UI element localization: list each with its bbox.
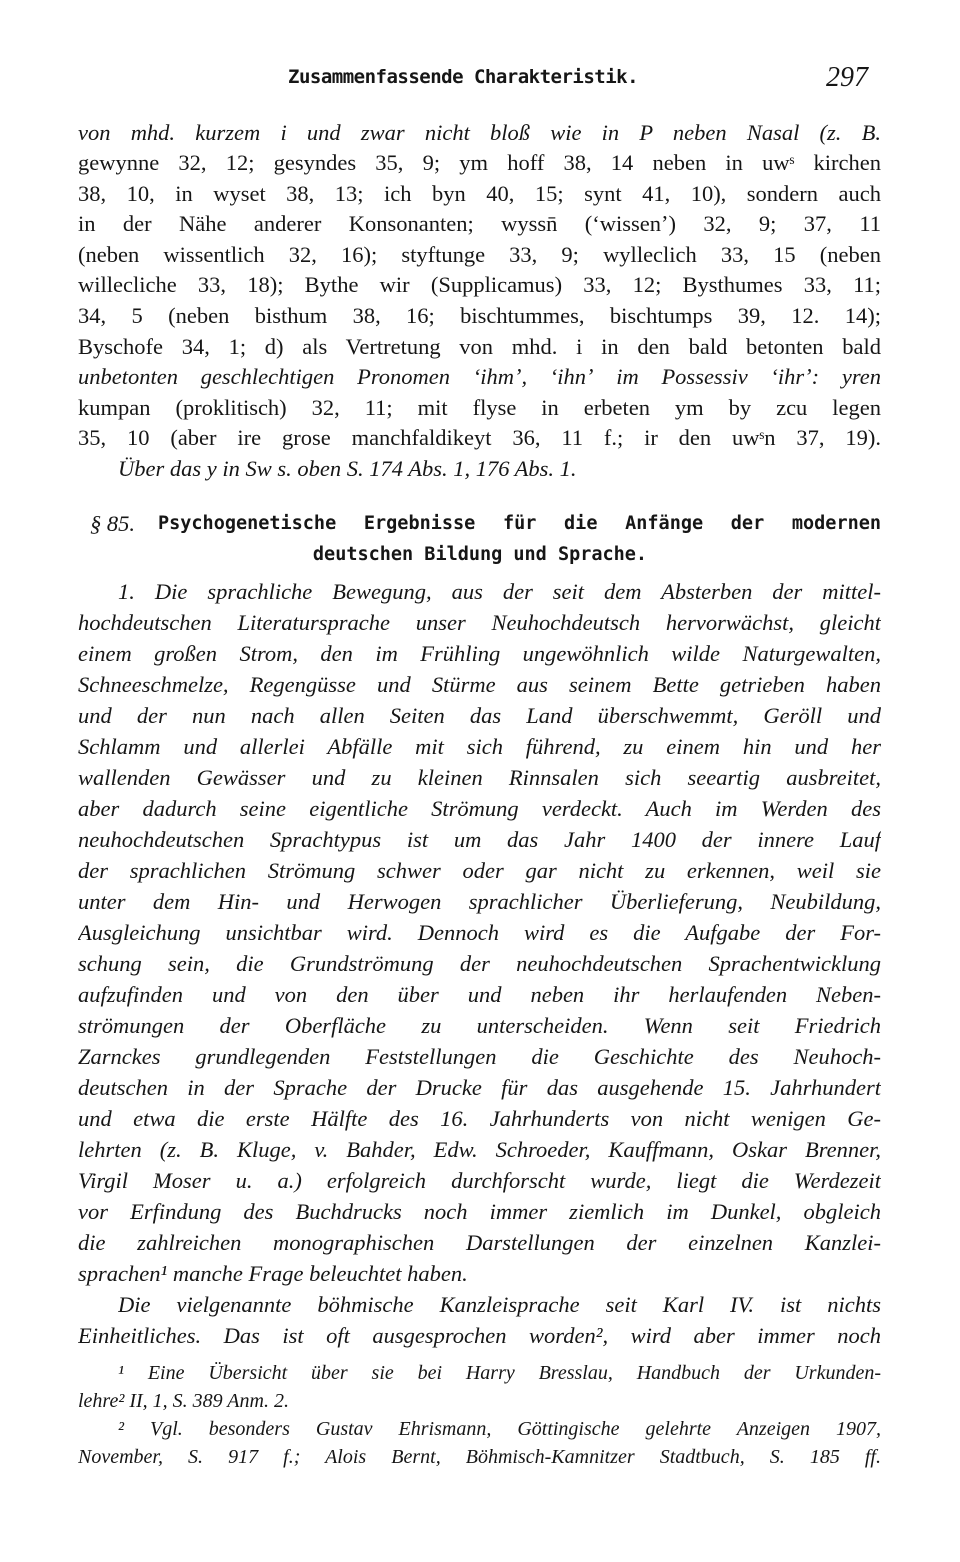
text-line: Schlamm und allerlei Abfälle mit sich führend, zu einem hin und her [78,734,881,759]
text-line: sprachen¹ manche Frage beleuchtet haben. [78,1261,468,1286]
text-line: und der nun nach allen Seiten das Land überschwemmt, Geröll und [78,703,881,728]
text-line: Die vielgenannte böhmische Kanzleisprache seit Karl IV. ist nichts [118,1292,881,1317]
text-line: gewynne 32, 12; gesyndes 35, 9; ym hoff 38, 14 neben in uwˢ kirchen [78,150,881,175]
text-line: 1. Die sprachliche Bewegung, aus der seit dem Absterben der mittel- [118,579,881,604]
footnote-line: November, S. 917 f.; Alois Bernt, Böhmisch-Kamnitzer Stadtbuch, S. 185 ff. [78,1446,881,1468]
text-line: schung sein, die Grundströmung der neuhochdeutschen Sprachentwicklung [78,951,881,976]
text-line: Zarnckes grundlegenden Feststellungen die Geschichte des Neuhoch- [78,1044,881,1069]
text-line: der sprachlichen Strömung schwer oder gar nicht zu erkennen, weil sie [78,858,881,883]
text-line: Über das y in Sw s. oben S. 174 Abs. 1, 176 Abs. 1. [118,456,577,481]
text-line: 34, 5 (neben bisthum 38, 16; bischtummes, bischtumps 39, 12. 14); [78,303,881,328]
text-line: strömungen der Oberfläche zu unterscheiden. Wenn seit Friedrich [78,1013,881,1038]
text-line: hochdeutschen Literatursprache unser Neuhochdeutsch hervorwächst, gleicht [78,610,881,635]
section-number: § 85. [90,511,135,536]
text-line: aber dadurch seine eigentliche Strömung verdeckt. Auch im Werden des [78,796,881,821]
text-line: (neben wissentlich 32, 16); styftunge 33, 9; wylleclich 33, 15 (neben [78,242,881,267]
section-heading [78,508,881,539]
text-line: die zahlreichen monographischen Darstellungen der einzelnen Kanzlei- [78,1230,881,1255]
running-title: Zusammenfassende Charakteristik. [288,66,639,88]
page-number: 297 [826,62,868,93]
footnote-line: ¹ Eine Übersicht über sie bei Harry Bresslau, Handbuch der Urkunden- [118,1362,881,1384]
text-line: und etwa die erste Hälfte des 16. Jahrhunderts von nicht wenigen Ge- [78,1106,881,1131]
text-line: aufzufinden und von den über und neben ihr herlaufenden Neben- [78,982,881,1007]
text-line: lehrten (z. B. Kluge, v. Bahder, Edw. Schroeder, Kauffmann, Oskar Brenner, [78,1137,881,1162]
text-line: 38, 10, in wyset 38, 13; ich byn 40, 15; synt 41, 10), sondern auch [78,181,881,206]
text-line: neuhochdeutschen Sprachtypus ist um das Jahr 1400 der innere Lauf [78,827,881,852]
running-header [0,62,960,96]
text-line: unter dem Hin- und Herwogen sprachlicher Überlieferung, Neubildung, [78,889,881,914]
text-line: willecliche 33, 18); Bythe wir (Supplicamus) 33, 12; Bysthumes 33, 11; [78,272,881,297]
text-line: deutschen in der Sprache der Drucke für das ausgehende 15. Jahrhundert [78,1075,881,1100]
footnote-line: ² Vgl. besonders Gustav Ehrismann, Göttingische gelehrte Anzeigen 1907, [118,1418,881,1440]
section-title-continued: deutschen Bildung und Sprache. [312,544,648,565]
text-line: 35, 10 (aber ire grose manchfaldikeyt 36, 11 f.; ir den uwˢn 37, 19). [78,425,881,450]
text-line: kumpan (proklitisch) 32, 11; mit flyse in erbeten ym by zcu legen [78,395,881,420]
section-title: Psychogenetische Ergebnisse für die Anfänge der modernen [158,513,881,534]
text-line: Ausgleichung unsichtbar wird. Dennoch wird es die Aufgabe der For- [78,920,881,945]
text-line: von mhd. kurzem i und zwar nicht bloß wie in P neben Nasal (z. B. [78,120,881,145]
text-line: Schneeschmelze, Regengüsse und Stürme aus seinem Bette getrieben haben [78,672,881,697]
text-line: Byschofe 34, 1; d) als Vertretung von mhd. i in den bald betonten bald [78,334,881,359]
text-line: Einheitliches. Das ist oft ausgesprochen worden², wird aber immer noch [78,1323,881,1348]
footnote-line: lehre² II, 1, S. 389 Anm. 2. [78,1390,289,1412]
text-line: wallenden Gewässer und zu kleinen Rinnsalen sich seeartig ausbreitet, [78,765,881,790]
text-line: vor Erfindung des Buchdrucks noch immer ziemlich im Dunkel, obgleich [78,1199,881,1224]
text-line: einem großen Strom, den im Frühling ungewöhnlich wilde Naturgewalten, [78,641,881,666]
text-line: unbetonten geschlechtigen Pronomen ʻihmʼ, ʻihnʼ im Possessiv ʻihrʼ: yren [78,364,881,389]
text-line: in der Nähe anderer Konsonanten; wyssn̄ (ʻwissenʼ) 32, 9; 37, 11 [78,211,881,236]
text-line: Virgil Moser u. a.) erfolgreich durchforscht wurde, liegt die Werdezeit [78,1168,881,1193]
